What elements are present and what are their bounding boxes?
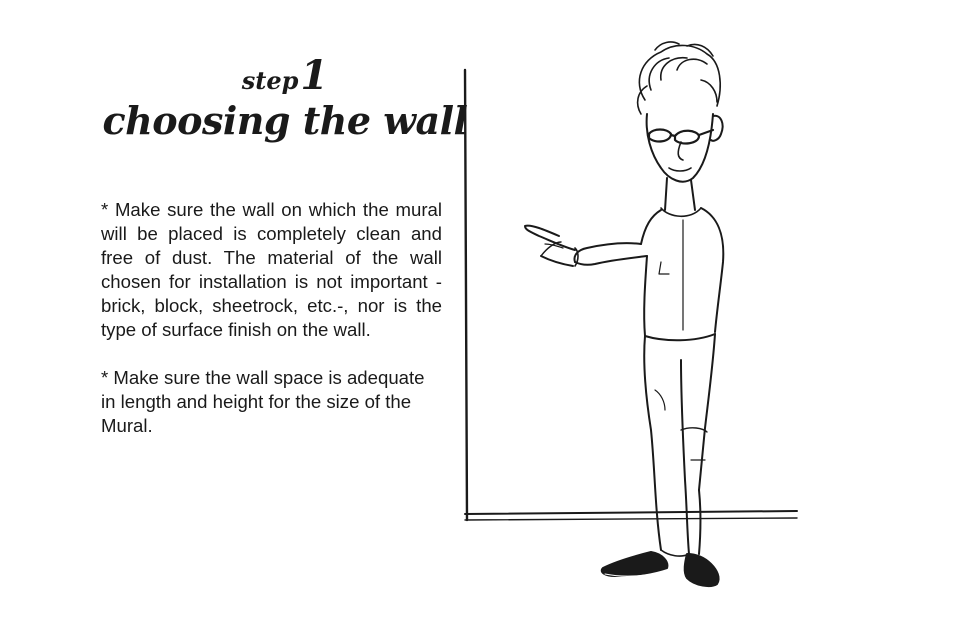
nose [678, 142, 683, 160]
step-title: choosing the wall [102, 98, 468, 143]
man-figure [525, 42, 723, 586]
instruction-paragraph-1: * Make sure the wall on which the mural will be placed is completely clean and free of dust. The material of the wall chosen for installation is not important - brick, block, sheetrock, etc.-, nor is the type of surface finish on the wall. [101, 199, 442, 340]
trousers [644, 334, 715, 556]
man-pointing-at-wall-icon [455, 30, 815, 600]
pointing-arm [525, 226, 647, 266]
neck [665, 178, 695, 210]
step-number: 1 [300, 52, 329, 99]
shoes [602, 552, 719, 586]
mouth [669, 168, 691, 171]
step-heading [100, 52, 470, 143]
instruction-paragraph-2: * Make sure the wall space is adequate in length and height for the size of the Mural. [101, 367, 425, 436]
wall-lines [465, 70, 797, 520]
step-word: step [241, 66, 299, 95]
hair [638, 42, 721, 114]
instructions [101, 198, 442, 462]
step-label [100, 52, 470, 99]
shirt [641, 208, 723, 340]
face [647, 114, 723, 182]
